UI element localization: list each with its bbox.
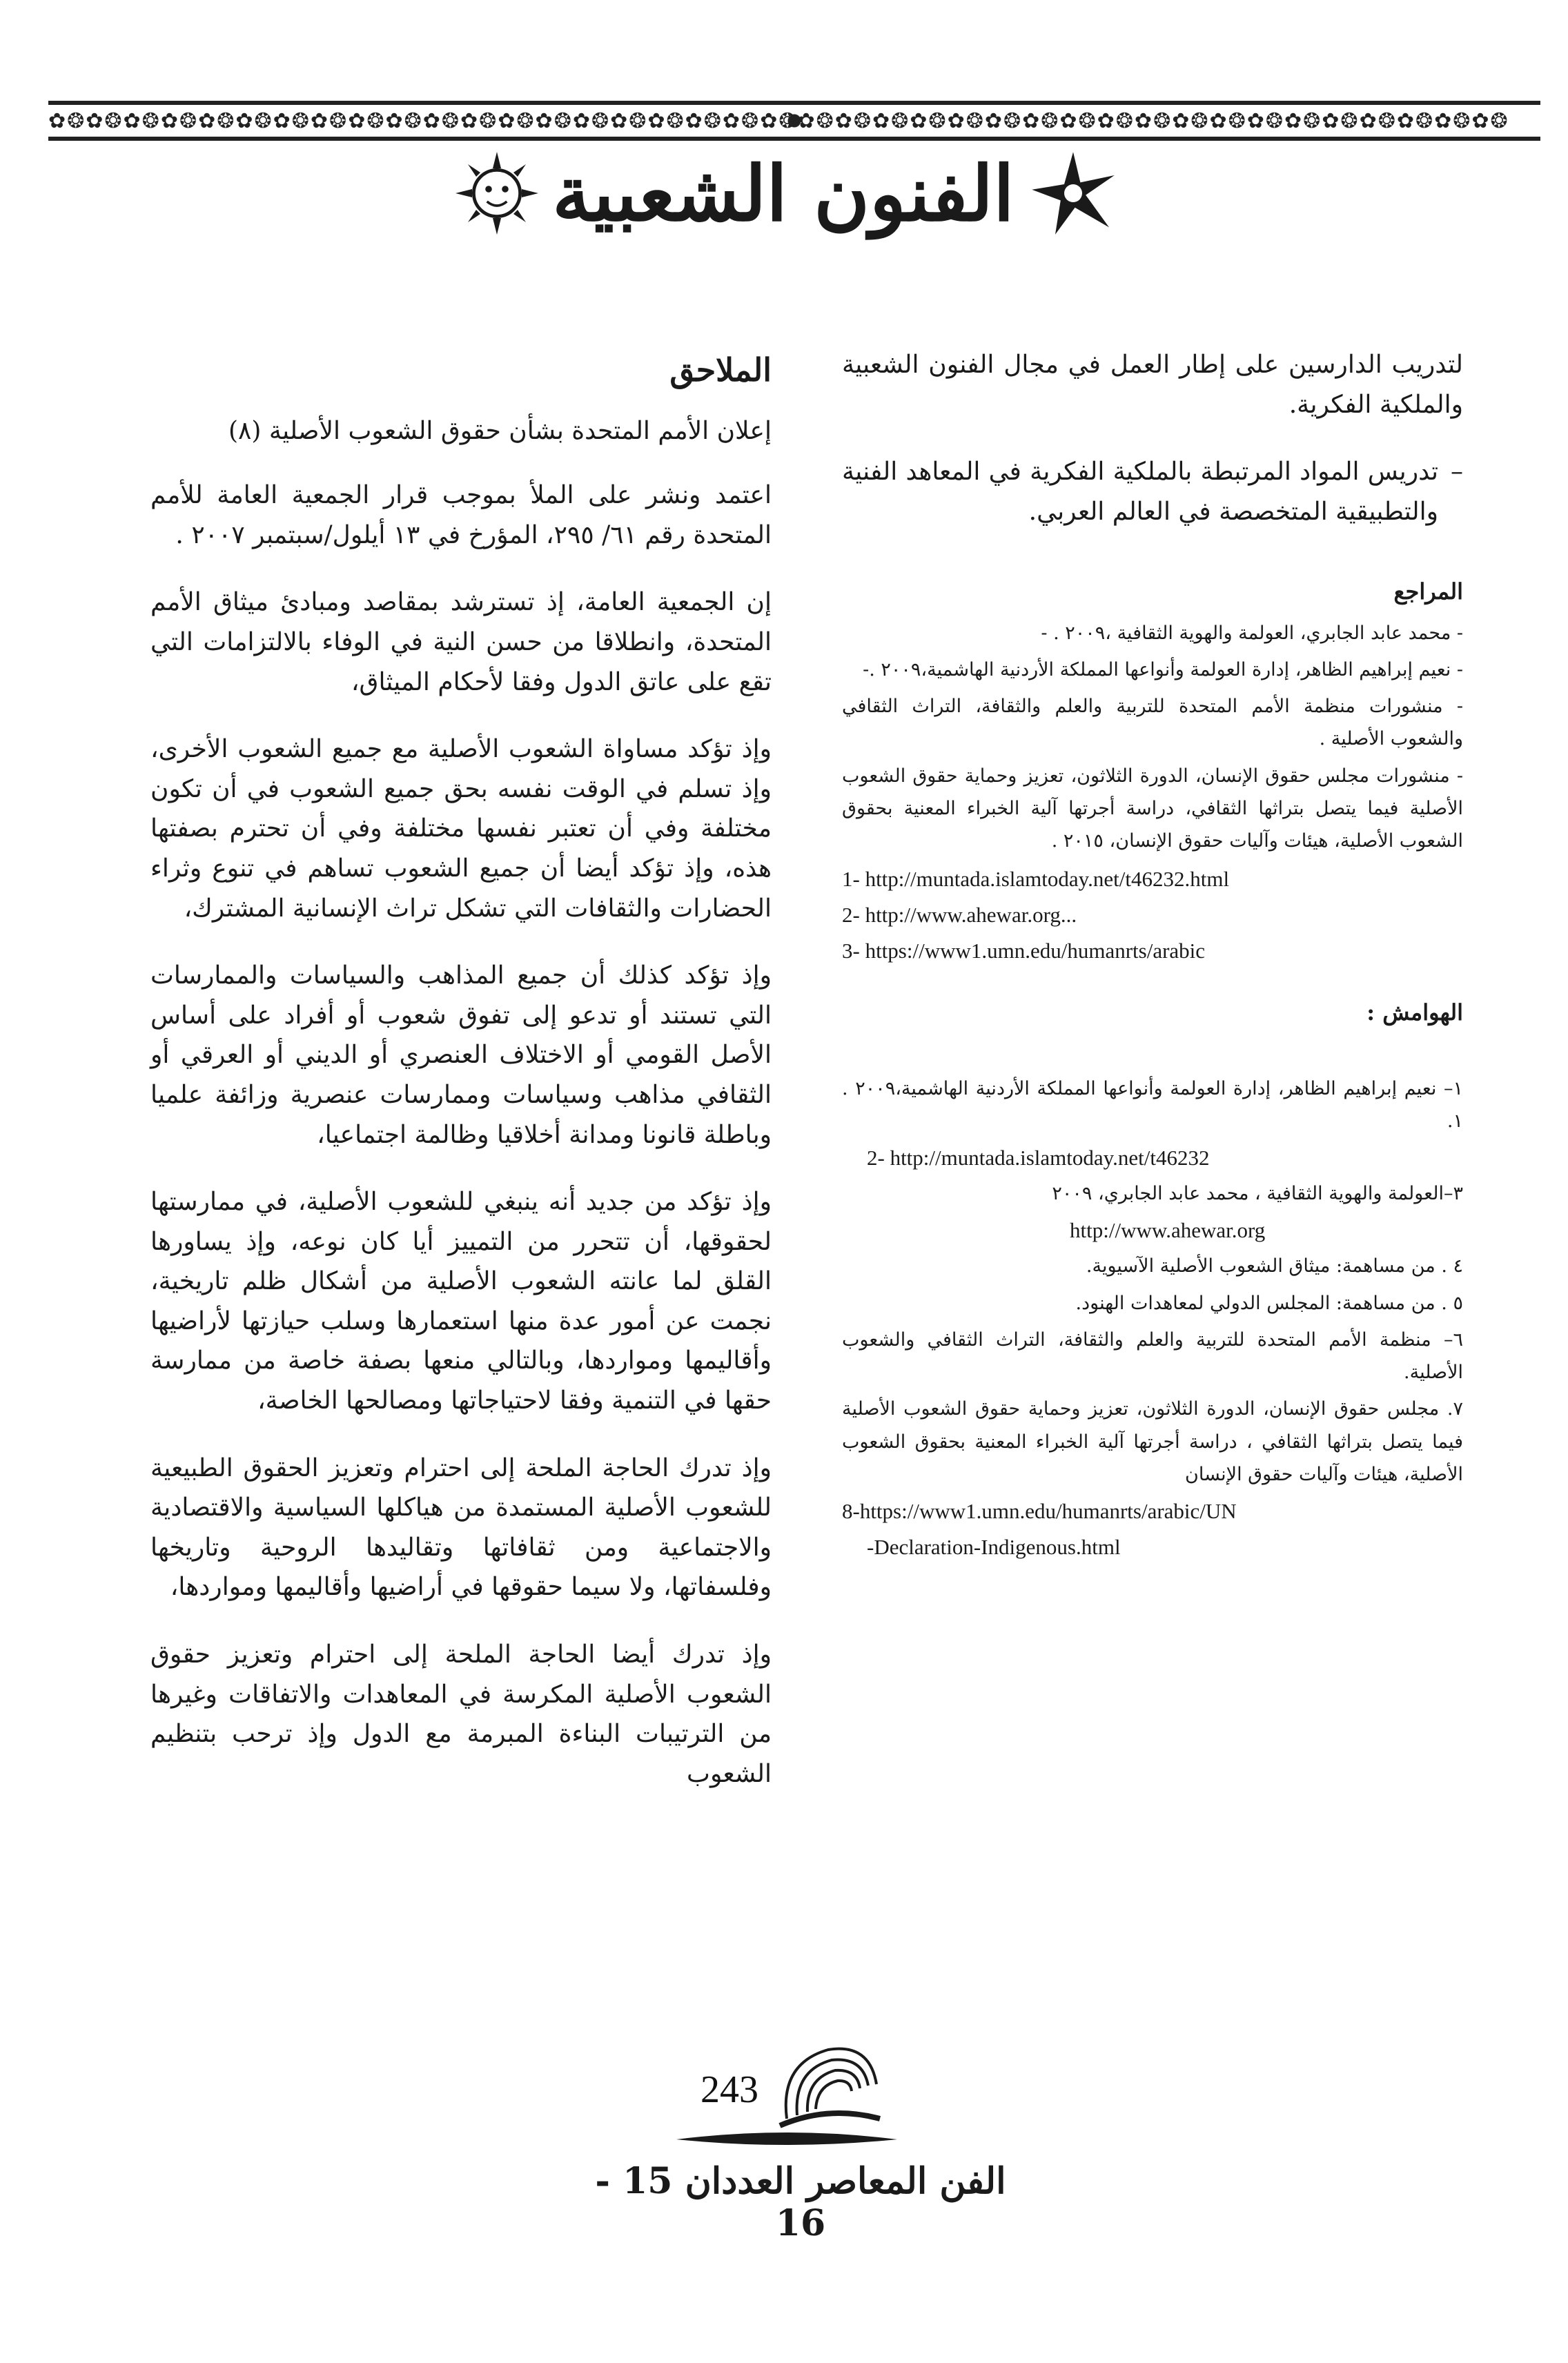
- note-url: 2- http://muntada.islamtoday.net/t46232: [867, 1146, 1210, 1170]
- reference-item: - محمد عابد الجابري، العولمة والهوية الثقافية ،٢٠٠٩ . -: [1041, 622, 1463, 644]
- note-url: -Declaration-Indigenous.html: [867, 1535, 1121, 1560]
- appendix-paragraph: وإذ تدرك أيضا الحاجة الملحة إلى احترام وتعزيز حقوق الشعوب الأصلية المكرسة في المعاهدات والاتفاقات وغيرها من الترتيبات البناءة المبرمة مع الدول وإذ ترحب بتنظيم الشعوب: [150, 1640, 772, 1788]
- reference-url: 2- http://www.ahewar.org...: [842, 903, 1077, 928]
- intro-paragraph: لتدريب الدارسين على إطار العمل في مجال الفنون الشعبية والملكية الفكرية.: [842, 351, 1463, 419]
- right-column: [842, 345, 1463, 1567]
- note-item: ٧. مجلس حقوق الإنسان، الدورة الثلاثون، تعزيز وحماية حقوق الشعوب الأصلية فيما يتصل بتراثها الثقافي ، دراسة أجرتها آلية الخبراء المعنية بحقوق الشعوب الأصلية، هيئات وآليات حقوق الإنسان: [842, 1398, 1463, 1485]
- references-heading: المراجع: [1393, 578, 1463, 605]
- note-url: http://www.ahewar.org: [1070, 1218, 1266, 1243]
- appendix-paragraph: وإذ تدرك الحاجة الملحة إلى احترام وتعزيز الحقوق الطبيعية للشعوب الأصلية المستمدة من هياكلها السياسية والاقتصادية والاجتماعية ومن ثقافاتها وتقاليدها الروحية وتاريخها وفلسفاتها، ولا سيما حقوقها في أراضيها وأقاليمها ومواردها،: [150, 1453, 772, 1602]
- page-footer: [525, 2036, 1063, 2244]
- border-pattern: ✿❂✿❂✿❂✿❂✿❂✿❂✿❂✿❂✿❂✿❂✿❂✿❂✿❂✿❂✿❂✿❂✿❂✿❂✿❂✿❂✿❂✿❂✿❂✿❂✿❂✿❂✿❂✿❂✿❂✿❂✿❂✿❂✿❂✿❂✿❂✿❂✿❂✿❂✿❂: [48, 108, 1509, 133]
- appendix-subtitle: إعلان الأمم المتحدة بشأن حقوق الشعوب الأصلية (٨): [228, 416, 772, 445]
- bullet-item: [842, 452, 1463, 559]
- appendix-paragraph: إن الجمعية العامة، إذ تسترشد بمقاصد ومبادئ ميثاق الأمم المتحدة، وانطلاقا من حسن النية في الوفاء بالالتزامات التي تقع على عاتق الدول وفقا لأحكام الميثاق،: [150, 588, 772, 696]
- swirl-logo-icon: [773, 2036, 883, 2132]
- note-item: ٥ . من مساهمة: المجلس الدولي لمعاهدات الهنود.: [1075, 1292, 1463, 1314]
- note-item: ٦– منظمة الأمم المتحدة للتربية والعلم والثقافة، التراث الثقافي والشعوب الأصلية.: [842, 1328, 1463, 1384]
- notes-heading: الهوامش :: [1366, 999, 1463, 1026]
- reference-url: 1- http://muntada.islamtoday.net/t46232.html: [842, 867, 1230, 892]
- journal-name: الفن المعاصر العددان 15 - 16: [595, 2160, 1006, 2244]
- section-title: الفنون الشعبية: [552, 148, 1015, 238]
- appendix-paragraph: وإذ تؤكد كذلك أن جميع المذاهب والسياسات والممارسات التي تستند أو تدعو إلى تفوق شعوب أو أفراد على أساس الأصل القومي أو الاختلاف العنصري أو الديني أو العرقي أو الثقافي مذاهب وسياسات وممارسات عنصرية وزائفة علميا وباطلة قانونا ومدانة أخلاقيا وظالمة اجتماعيا،: [150, 961, 772, 1149]
- footer-rule: [676, 2126, 897, 2153]
- note-item: ١– نعيم إبراهيم الظاهر، إدارة العولمة وأنواعها المملكة الأردنية الهاشمية،٢٠٠٩ . ١.: [842, 1077, 1463, 1132]
- sun-face-icon: [455, 152, 538, 235]
- bullet-text: تدريس المواد المرتبطة بالملكية الفكرية في المعاهد الفنية والتطبيقية المتخصصة في العالم العربي.: [842, 458, 1438, 526]
- star-icon: [1028, 148, 1118, 238]
- appendix-paragraph: وإذ تؤكد مساواة الشعوب الأصلية مع جميع الشعوب الأخرى، وإذ تسلم في الوقت نفسه بحق جميع الشعوب في أن تكون مختلفة وفي أن تعتبر نفسها مختلفة وفي أن تحترم بصفتها هذه، وإذ تؤكد أيضا أن جميع الشعوب تساهم في تنوع وثراء الحضارات والثقافات التي تشكل تراث الإنسانية المشترك،: [150, 735, 772, 923]
- note-url: 8-https://www1.umn.edu/humanrts/arabic/UN: [842, 1499, 1237, 1524]
- left-column: [150, 345, 772, 1821]
- note-item: ٤ . من مساهمة: ميثاق الشعوب الأصلية الآسيوية.: [1086, 1255, 1463, 1277]
- notes-list: [842, 1072, 1463, 1565]
- appendix-paragraph: اعتمد ونشر على الملأ بموجب قرار الجمعية العامة للأمم المتحدة رقم ٦١/ ٢٩٥، المؤرخ في ١٣ أيلول/سبتمبر ٢٠٠٧ .: [150, 481, 772, 549]
- reference-urls: [842, 863, 1463, 968]
- appendix-heading: الملاحق: [669, 351, 772, 389]
- decorative-border: [48, 101, 1540, 141]
- references-list: [842, 617, 1463, 858]
- reference-url: 3- https://www1.umn.edu/humanrts/arabic: [842, 939, 1206, 963]
- bullet-marker: –: [1451, 458, 1463, 487]
- reference-item: - منشورات منظمة الأمم المتحدة للتربية والعلم والثقافة، التراث الثقافي والشعوب الأصلية .: [842, 696, 1463, 750]
- page-number: 243: [700, 2068, 758, 2111]
- note-item: ٣–العولمة والهوية الثقافية ، محمد عابد الجابري، ٢٠٠٩: [1052, 1183, 1463, 1205]
- appendix-paragraph: وإذ تؤكد من جديد أنه ينبغي للشعوب الأصلية، في ممارستها لحقوقها، أن تتحرر من التمييز أيا كان نوعه، وإذ يساورها القلق لما عانته الشعوب الأصلية من أشكال ظلم تاريخية، نجمت عن أمور عدة منها استعمارها وسلب حيازتها لأراضيها وأقاليمها ومواردها، وبالتالي منعها بصفة خاصة من ممارسة حقها في التنمية وفقا لاحتياجاتها ومصالحها الخاصة،: [150, 1188, 772, 1415]
- reference-item: - منشورات مجلس حقوق الإنسان، الدورة الثلاثون، تعزيز وحماية حقوق الشعوب الأصلية فيما يتصل بتراثها الثقافي، دراسة أجرتها آلية الخبراء المعنية بحقوق الشعوب الأصلية، هيئات وآليات حقوق الإنسان، ٢٠١٥ .: [842, 765, 1463, 852]
- reference-item: - نعيم إبراهيم الظاهر، إدارة العولمة وأنواعها المملكة الأردنية الهاشمية،٢٠٠٩ .-: [863, 658, 1463, 680]
- page-header: [455, 138, 1118, 248]
